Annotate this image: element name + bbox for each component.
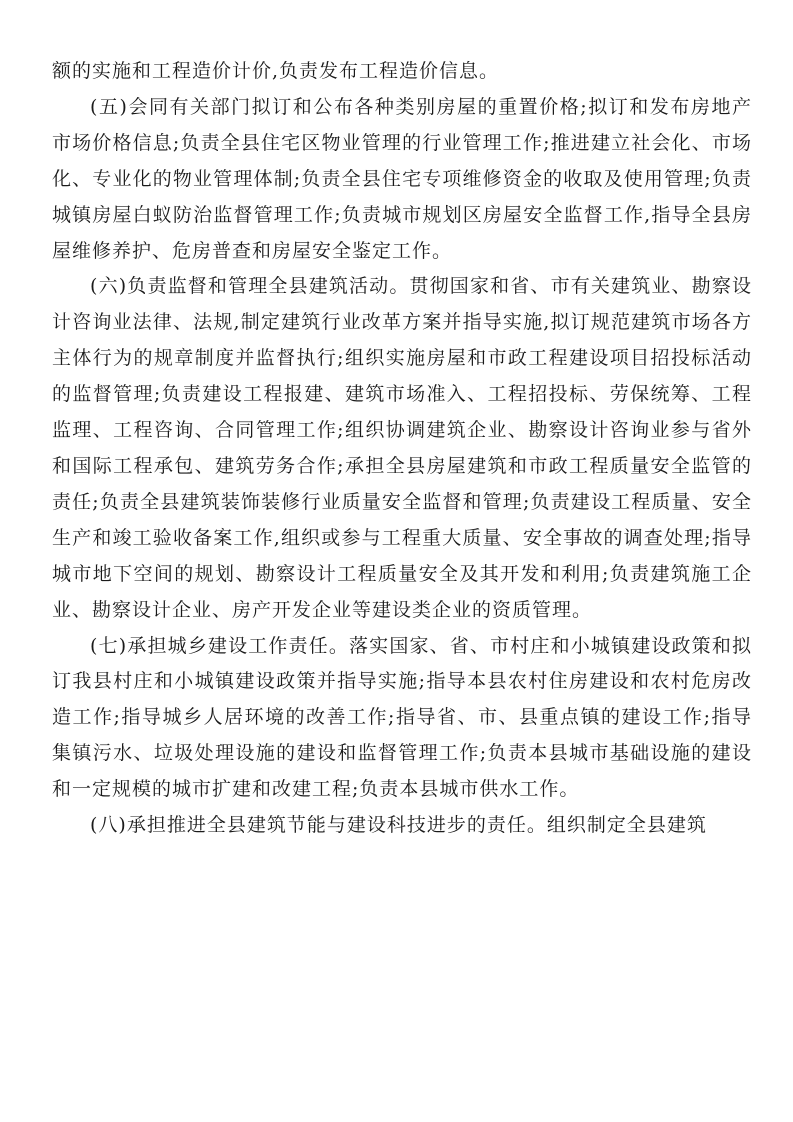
paragraph-continuation: 额的实施和工程造价计价,负责发布工程造价信息。	[52, 60, 500, 82]
document-body	[52, 54, 752, 844]
paragraph-item-6: (六)负责监督和管理全县建筑活动。贯彻国家和省、市有关建筑业、勘察设计咨询业法律、法规,制定建筑行业改革方案并指导实施,拟订规范建筑市场各方主体行为的规章制度并监督执行;组织实施房屋和市政工程建设项目招投标活动的监督管理;负责建设工程报建、建筑市场准入、工程招投标、劳保统筹、工程监理、工程咨询、合同管理工作;组织协调建筑企业、勘察设计咨询业参与省外和国际工程承包、建筑劳务合作;承担全县房屋建筑和市政工程质量安全监管的责任;负责全县建筑装饰装修行业质量安全监督和管理;负责建设工程质量、安全生产和竣工验收备案工作,组织或参与工程重大质量、安全事故的调查处理;指导城市地下空间的规划、勘察设计工程质量安全及其开发和利用;负责建筑施工企业、勘察设计企业、房产开发企业等建设类企业的资质管理。	[52, 275, 752, 621]
paragraph-item-8: (八)承担推进全县建筑节能与建设科技进步的责任。组织制定全县建筑	[90, 814, 707, 837]
paragraph-item-5: (五)会同有关部门拟订和公布各种类别房屋的重置价格;拟订和发布房地产市场价格信息;负责全县住宅区物业管理的行业管理工作;推进建立社会化、市场化、专业化的物业管理体制;负责全县住宅专项维修资金的收取及使用管理;负责城镇房屋白蚁防治监督管理工作;负责城市规划区房屋安全监督工作,指导全县房屋维修养护、危房普查和房屋安全鉴定工作。	[52, 95, 752, 262]
paragraph-item-7: (七)承担城乡建设工作责任。落实国家、省、市村庄和小城镇建设政策和拟订我县村庄和小城镇建设政策并指导实施;指导本县农村住房建设和农村危房改造工作;指导城乡人居环境的改善工作;指导省、市、县重点镇的建设工作;指导集镇污水、垃圾处理设施的建设和监督管理工作;负责本县城市基础设施的建设和一定规模的城市扩建和改建工程;负责本县城市供水工作。	[52, 634, 752, 801]
